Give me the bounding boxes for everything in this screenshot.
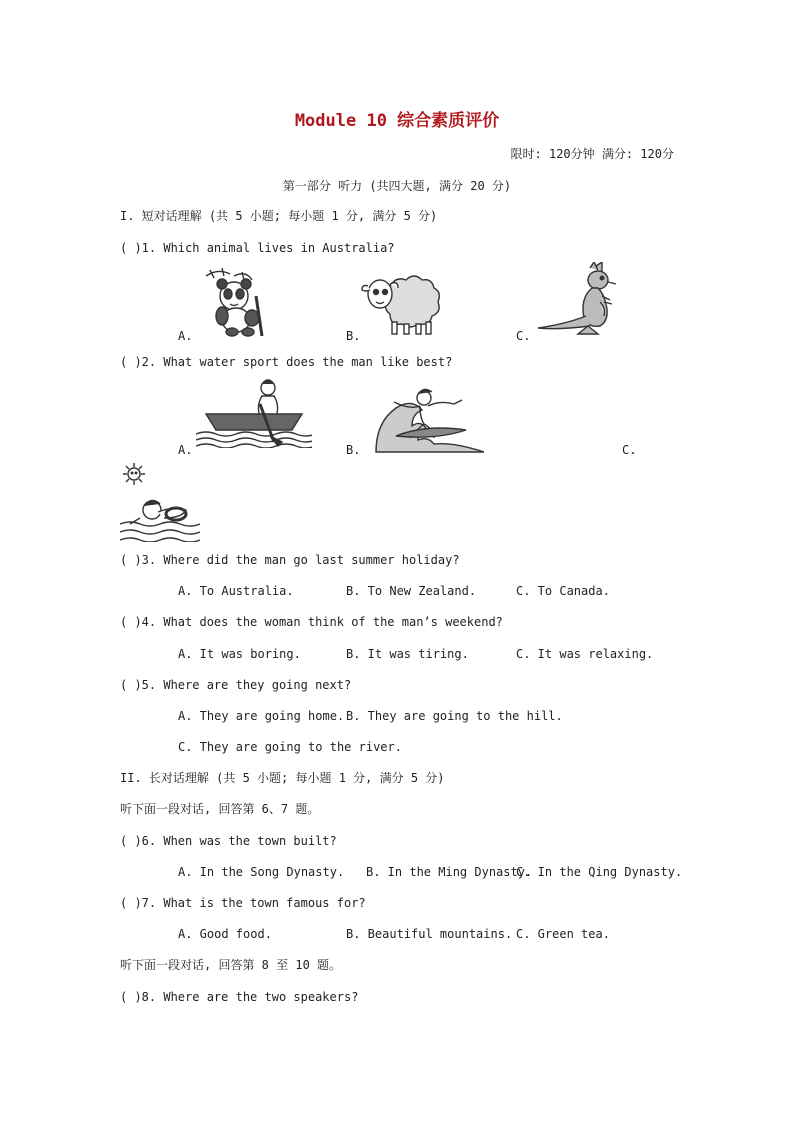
q1-option-b: B. [346, 329, 361, 343]
q1-option-c: C. [516, 329, 531, 343]
q2-stem: ( )2. What water sport does the man like best? [120, 355, 453, 369]
q7-stem: ( )7. What is the town famous for? [120, 896, 366, 910]
q3-option-c: C. To Canada. [516, 584, 610, 598]
q5-option-b: B. They are going to the hill. [346, 709, 563, 723]
q4-option-a: A. It was boring. [178, 647, 301, 661]
q6-option-c: C. In the Qing Dynasty. [516, 865, 683, 879]
q3-option-b: B. To New Zealand. [346, 584, 477, 598]
q7-option-a: A. Good food. [178, 927, 272, 941]
q7-option-b: B. Beautiful mountains. [346, 927, 513, 941]
kangaroo-icon [536, 262, 622, 340]
q3-stem: ( )3. Where did the man go last summer holiday? [120, 553, 460, 567]
section2-heading: II. 长对话理解 (共 5 小题; 每小题 1 分, 满分 5 分) [120, 771, 445, 785]
q2-option-b: B. [346, 443, 361, 457]
q1-stem: ( )1. Which animal lives in Australia? [120, 241, 395, 255]
q7-option-c: C. Green tea. [516, 927, 610, 941]
q3-option-a: A. To Australia. [178, 584, 294, 598]
q5-option-c: C. They are going to the river. [178, 740, 402, 754]
q6-option-b: B. In the Ming Dynasty. [366, 865, 533, 879]
time-score-info: 限时: 120分钟 满分: 120分 [510, 147, 674, 161]
page-title: Module 10 综合素质评价 [294, 111, 500, 131]
rowing-boat-icon [196, 376, 312, 448]
q6-stem: ( )6. When was the town built? [120, 834, 337, 848]
sheep-icon [360, 266, 446, 338]
swimming-icon [118, 462, 200, 542]
surfing-icon [366, 380, 484, 454]
q6-option-a: A. In the Song Dynasty. [178, 865, 345, 879]
q2-option-c: C. [622, 443, 637, 457]
q4-option-b: B. It was tiring. [346, 647, 469, 661]
q2-option-a: A. [178, 443, 193, 457]
section2-intro-1: 听下面一段对话, 回答第 6、7 题。 [120, 802, 320, 816]
q1-option-a: A. [178, 329, 193, 343]
q4-stem: ( )4. What does the woman think of the man’s weekend? [120, 615, 503, 629]
section2-intro-2: 听下面一段对话, 回答第 8 至 10 题。 [120, 958, 342, 972]
q4-option-c: C. It was relaxing. [516, 647, 654, 661]
section1-heading: I. 短对话理解 (共 5 小题; 每小题 1 分, 满分 5 分) [120, 209, 438, 223]
q5-option-a: A. They are going home. [178, 709, 345, 723]
q8-stem: ( )8. Where are the two speakers? [120, 990, 359, 1004]
panda-icon [196, 266, 276, 338]
q5-stem: ( )5. Where are they going next? [120, 678, 352, 692]
part1-heading: 第一部分 听力 (共四大题, 满分 20 分) [282, 179, 512, 193]
